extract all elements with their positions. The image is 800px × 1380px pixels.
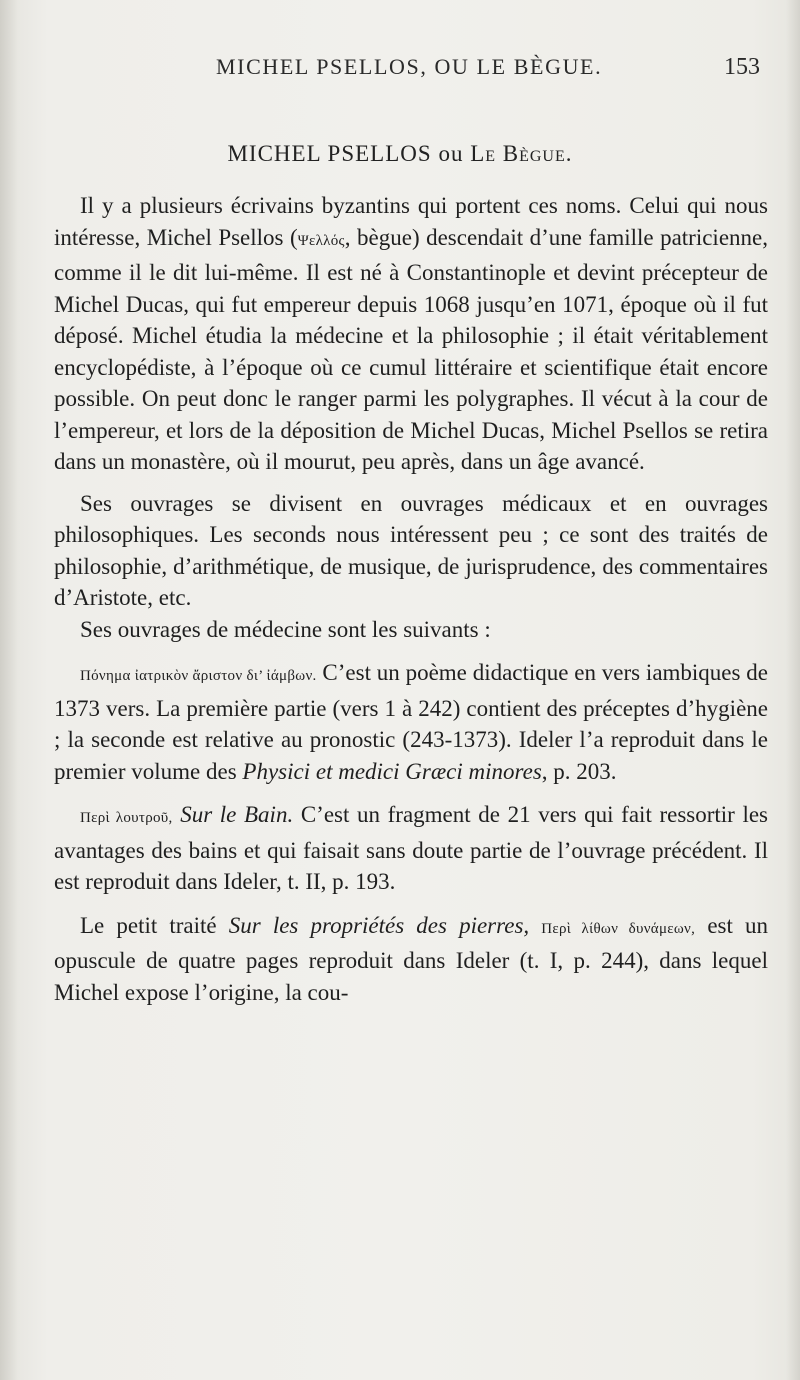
running-header <box>0 54 800 90</box>
poneme-description: C’est un poème didactique en vers iambiques de 1373 vers. La première partie (vers 1 à 242) contient des préceptes d’hygiène ; la seconde est relative au pronostic (243-1373). Ideler l’a reproduit dans le premier volume des <box>54 660 768 784</box>
poneme-reference-title: Physici et medici Græci minores <box>242 758 542 784</box>
pierres-text-end: est un opuscule de quatre pages reproduit dans Ideler (t. I, p. 244), dans lequel Michel expose l’origine, la cou- <box>54 912 768 1005</box>
page-edge-shadow-left <box>0 0 18 1380</box>
chapter-title-name: MICHEL PSELLOS <box>227 141 432 166</box>
works-overview-text: Ses ouvrages se divisent en ouvrages médicaux et en ouvrages philosophiques. Les seconds nous intéressent peu ; ce sont des traités de philosophie, d’arithmétique, de musique, de jurisprudence, des commentaires d’Aristote, etc. <box>54 490 768 610</box>
greek-title-lithon: Περὶ λίθων δυνάμεων, <box>541 920 696 937</box>
paragraph-medical-works-intro <box>54 614 768 646</box>
greek-title-poneme: Πόνημα ἰατρικὸν ἄριστον δι’ ἰάμβων. <box>80 668 317 684</box>
paragraph-biography <box>54 190 768 478</box>
biography-text-start: Il y a plusieurs écrivains byzantins qui portent ces noms. Celui qui nous intéresse, Michel Psellos ( <box>54 193 768 250</box>
entry-poneme-iatrikon <box>54 657 768 787</box>
page-edge-shadow-right <box>786 0 800 1380</box>
biography-text-end: , bègue) descendait d’une famille patricienne, comme il le dit lui-même. Il est né à Constantinople et devint précepteur de Michel Ducas, qui fut empereur depuis 1068 jusqu’en 1071, époque où il fut déposé. Michel étudia la médecine et la philosophie ; il était véritablement encyclopédiste, à l’époque où ce cumul littéraire et scientifique était encore possible. On peut donc le ranger parmi les polygraphes. Il vécut à la cour de l’empereur, et lors de la déposition de Michel Ducas, Michel Psellos se retira dans un monastère, où il mourut, peu après, dans un âge avancé. <box>54 224 768 474</box>
chapter-title-ou: ou <box>438 141 464 166</box>
pierres-title-italic: Sur les propriétés des pierres, <box>228 912 530 938</box>
pierres-text-start: Le petit traité <box>80 912 229 938</box>
entry-sur-le-bain <box>54 799 768 898</box>
medical-works-intro-text: Ses ouvrages de médecine sont les suivants : <box>80 616 491 642</box>
entry-proprietes-pierres <box>54 910 768 1009</box>
chapter-title <box>0 141 800 167</box>
page-number: 153 <box>724 54 760 80</box>
greek-word-psellos: Ψελλός <box>297 232 345 249</box>
running-title: MICHEL PSELLOS, OU LE BÈGUE. <box>216 54 603 79</box>
greek-title-loutrou: Περὶ λουτροῦ, <box>80 810 173 826</box>
poneme-reference-page: , p. 203. <box>541 758 617 784</box>
bain-description: C’est un fragment de 21 vers qui fait ressortir les avantages des bains et qui faisait sans doute partie de l’ouvrage précédent. Il est reproduit dans Ideler, t. II, p. 193. <box>54 802 768 894</box>
chapter-title-le-begue: Le Bègue. <box>470 141 573 166</box>
paragraph-works-overview <box>54 488 768 614</box>
bain-title-italic: Sur le Bain. <box>180 802 294 827</box>
body-text <box>54 190 768 1008</box>
